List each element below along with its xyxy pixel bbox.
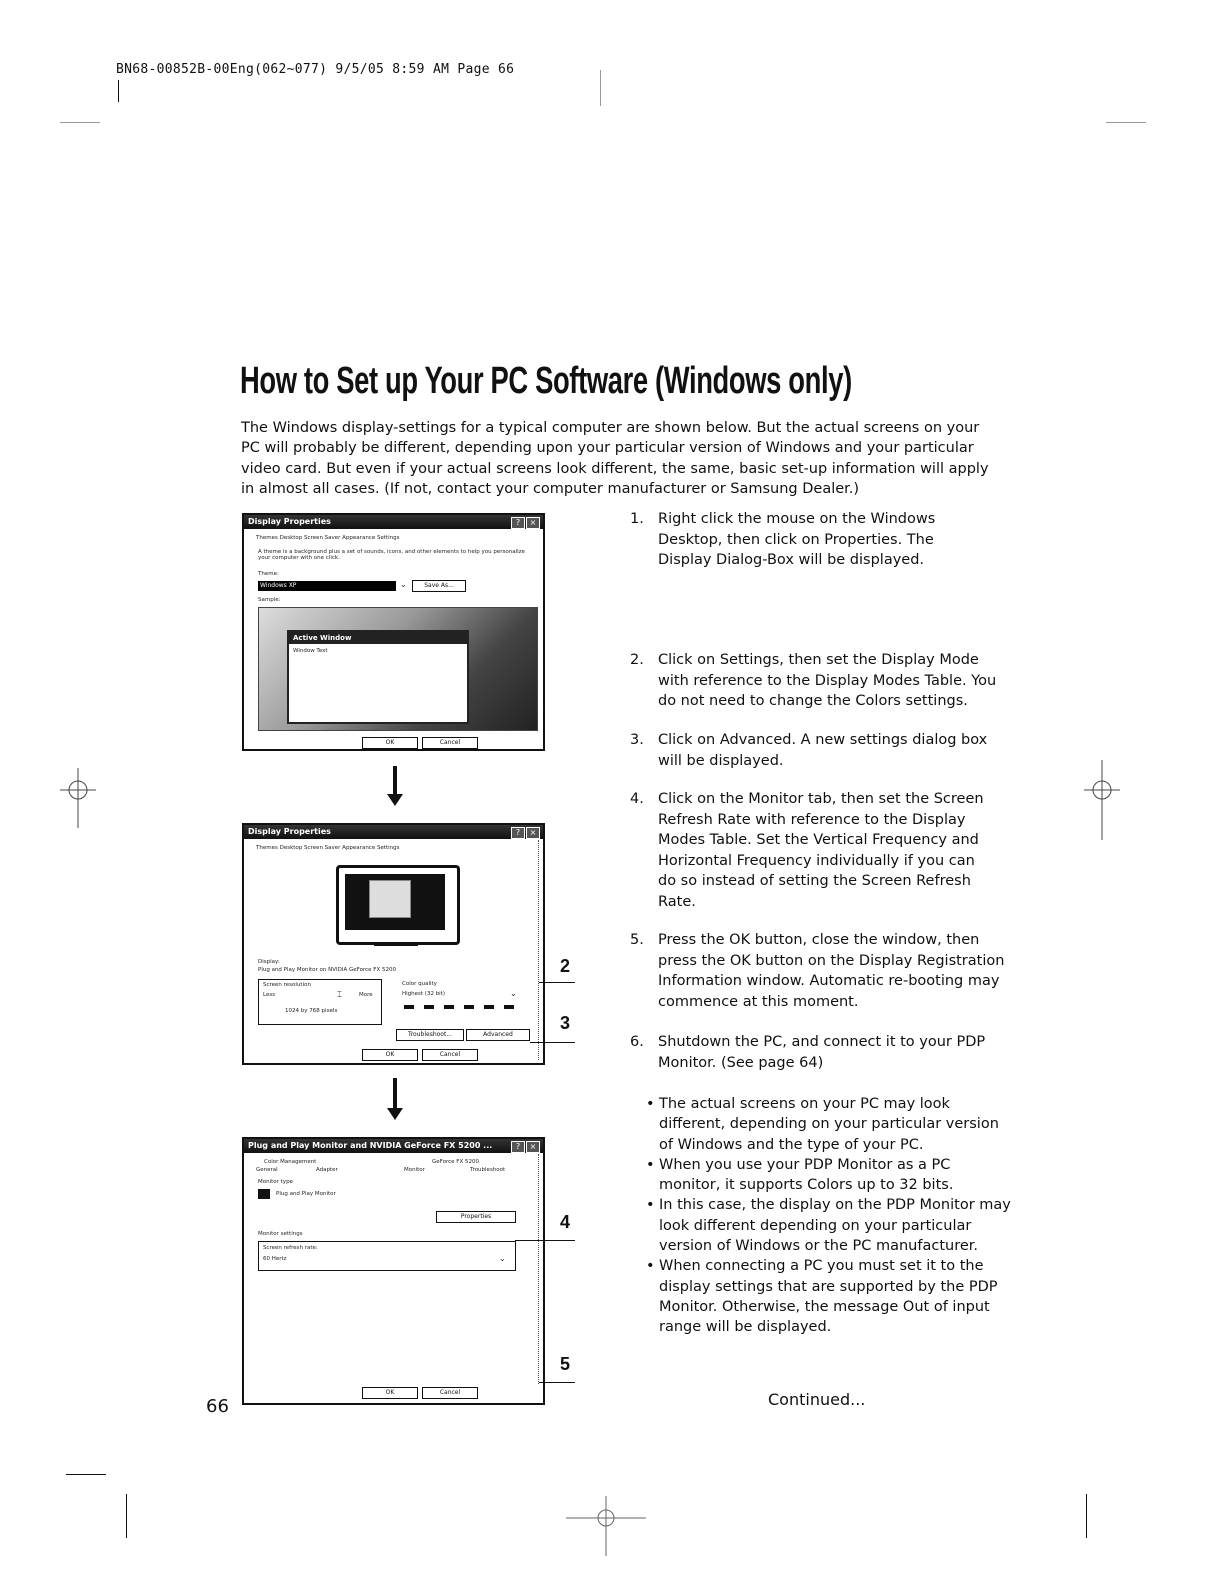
note-text: In this case, the display on the PDP Monitor may look different depending on your particular version of Windows or the PC manufacturer. [659, 1197, 1011, 1255]
note-item: • When connecting a PC you must set it to the display settings that are supported by the PDP Monitor. Otherwise, the message Out of input range will be displayed. [646, 1256, 1011, 1337]
advanced-button[interactable]: Advanced [466, 1029, 530, 1041]
monitor-preview-icon [336, 865, 460, 945]
tab-monitor[interactable]: Monitor [404, 1167, 425, 1173]
sample-label: Sample: [258, 597, 281, 603]
crop-mark [118, 80, 119, 102]
resolution-more: More [359, 992, 373, 998]
chevron-down-icon: ⌄ [510, 989, 517, 998]
ok-button[interactable]: OK [362, 1387, 418, 1399]
step-1 [630, 509, 1010, 571]
callout-line [539, 982, 575, 983]
dialog-title: Display Properties [248, 827, 331, 836]
help-icon[interactable]: ? [511, 827, 525, 839]
notes-list [646, 1094, 1011, 1338]
step-4 [630, 789, 1010, 912]
monitor-stand [374, 943, 418, 946]
theme-select[interactable] [258, 581, 396, 591]
theme-label: Theme: [258, 571, 279, 577]
sample-preview [258, 607, 538, 731]
monitor-settings-label: Monitor settings [258, 1231, 303, 1237]
crop-mark [1086, 1494, 1087, 1538]
step-2 [630, 650, 1010, 712]
note-item: • When you use your PDP Monitor as a PC monitor, it supports Colors up to 32 bits. [646, 1155, 1011, 1196]
color-quality-select[interactable]: Highest (32 bit) [402, 991, 446, 997]
ok-button[interactable]: OK [362, 1049, 418, 1061]
resolution-label: Screen resolution [263, 982, 311, 988]
tab-bar[interactable]: Themes Desktop Screen Saver Appearance Settings [256, 535, 400, 541]
dialog-title-bar [244, 825, 543, 839]
cancel-button[interactable]: Cancel [422, 737, 478, 749]
refresh-rate-label: Screen refresh rate: [263, 1245, 318, 1251]
step-text: Click on Settings, then set the Display Mode with reference to the Display Modes Table. You do not need to change the Colors settings. [658, 652, 997, 709]
display-properties-settings-dialog [242, 823, 545, 1065]
help-icon[interactable]: ? [511, 517, 525, 529]
save-as-button[interactable]: Save As... [412, 580, 466, 592]
print-header: BN68-00852B-00Eng(062~077) 9/5/05 8:59 AM Page 66 [116, 62, 515, 77]
ok-button[interactable]: OK [362, 737, 418, 749]
callout-line [515, 1240, 575, 1241]
step-text: Right click the mouse on the Windows Desktop, then click on Properties. The Display Dialog-Box will be displayed. [658, 511, 936, 568]
close-icon[interactable]: × [526, 827, 540, 839]
refresh-rate-group [258, 1241, 516, 1271]
cancel-button[interactable]: Cancel [422, 1387, 478, 1399]
monitor-type-label: Monitor type [258, 1179, 293, 1185]
dotted-guide [538, 1154, 539, 1384]
crop-mark [600, 70, 601, 106]
step-6 [630, 1032, 1010, 1073]
properties-button[interactable]: Properties [436, 1211, 516, 1223]
page-number: 66 [206, 1396, 229, 1417]
crop-mark [60, 122, 100, 123]
crop-mark [66, 1474, 106, 1475]
step-3 [630, 730, 1010, 771]
color-bar [404, 1005, 514, 1009]
step-number: 5. [630, 932, 644, 948]
note-text: When you use your PDP Monitor as a PC monitor, it supports Colors up to 32 bits. [659, 1156, 954, 1194]
monitor-properties-dialog [242, 1137, 545, 1405]
dialog-title: Plug and Play Monitor and NVIDIA GeForce FX 5200 ... [248, 1141, 493, 1150]
step-number: 3. [630, 732, 644, 748]
chevron-down-icon: ⌄ [400, 580, 407, 589]
tab-gpu[interactable]: GeForce FX 5200 [432, 1159, 479, 1165]
intro-paragraph [241, 418, 1001, 499]
display-value: Plug and Play Monitor on NVIDIA GeForce FX 5200 [258, 967, 396, 973]
theme-select-value: Windows XP [260, 582, 297, 589]
callout-4: 4 [560, 1212, 571, 1232]
note-text: When connecting a PC you must set it to the display settings that are supported by the PDP Monitor. Otherwise, the message Out of input range will be displayed. [659, 1258, 998, 1336]
note-item: • In this case, the display on the PDP Monitor may look different depending on your particular version of Windows or the PC manufacturer. [646, 1195, 1011, 1256]
display-label: Display: [258, 959, 280, 965]
screen-resolution-group [258, 979, 382, 1025]
callout-3: 3 [560, 1013, 571, 1033]
tab-general[interactable]: General [256, 1167, 278, 1173]
crop-mark [1106, 122, 1146, 123]
step-text: Press the OK button, close the window, then press the OK button on the Display Registration Information window. Automatic re-booting may commence at this moment. [658, 932, 1005, 1010]
resolution-value: 1024 by 768 pixels [285, 1008, 338, 1014]
step-number: 2. [630, 652, 644, 668]
step-text: Shutdown the PC, and connect it to your PDP Monitor. (See page 64) [658, 1034, 986, 1071]
registration-mark-bottom [566, 1496, 646, 1552]
help-icon[interactable]: ? [511, 1141, 525, 1153]
dialog-title: Display Properties [248, 517, 331, 526]
tab-troubleshoot[interactable]: Troubleshoot [470, 1167, 506, 1173]
note-item: • The actual screens on your PC may look different, depending on your particular version of Windows and the type of your PC. [646, 1094, 1011, 1155]
sample-window-title-bar [289, 632, 467, 644]
step-text: Click on Advanced. A new settings dialog box will be displayed. [658, 732, 988, 769]
monitor-window [369, 880, 411, 918]
callout-5: 5 [560, 1354, 571, 1374]
theme-description: A theme is a background plus a set of sounds, icons, and other elements to help you personalize your computer with one click. [258, 549, 525, 561]
callout-line [530, 1042, 575, 1043]
dialog-title-bar [244, 515, 543, 529]
active-window-label: Active Window [293, 634, 352, 642]
window-text-label: Window Text [293, 648, 328, 654]
close-icon[interactable]: × [526, 1141, 540, 1153]
step-text: Click on the Monitor tab, then set the Screen Refresh Rate with reference to the Display Modes Table. Set the Vertical Frequency and Horizontal Frequency individually if you can do so instead of setting the Screen Refresh Rate. [658, 791, 984, 910]
tab-color-management[interactable]: Color Management [264, 1159, 317, 1165]
chevron-down-icon: ⌄ [499, 1254, 506, 1263]
step-5 [630, 930, 1010, 1012]
intro-text: The Windows display-settings for a typical computer are shown below. But the actual screens on your PC will probably be different, depending upon your particular version of Windows and your particular video card. But even if your actual screens look different, the same, basic set-up information will apply in almost all cases. (If not, contact your computer manufacturer or Samsung Dealer.) [241, 420, 989, 497]
registration-mark-left [56, 768, 100, 808]
callout-line [539, 1382, 575, 1383]
close-icon[interactable]: × [526, 517, 540, 529]
down-arrow-icon [393, 766, 397, 796]
resolution-less: Less [263, 992, 276, 998]
resolution-slider[interactable]: ⌶ [337, 990, 342, 999]
refresh-rate-select[interactable]: 60 Hertz [263, 1256, 287, 1262]
monitor-name: Plug and Play Monitor [276, 1191, 336, 1197]
troubleshoot-button[interactable]: Troubleshoot... [396, 1029, 464, 1041]
down-arrow-icon [393, 1078, 397, 1110]
monitor-icon [258, 1189, 270, 1199]
tab-bar[interactable]: Themes Desktop Screen Saver Appearance Settings [256, 845, 400, 851]
note-text: The actual screens on your PC may look different, depending on your particular version of Windows and the type of your PC. [659, 1096, 999, 1153]
registration-mark-right [1080, 760, 1124, 820]
cancel-button[interactable]: Cancel [422, 1049, 478, 1061]
page-title: How to Set up Your PC Software (Windows only) [240, 360, 852, 402]
step-number: 6. [630, 1034, 644, 1050]
step-number: 4. [630, 791, 644, 807]
sample-window [287, 630, 469, 724]
dotted-guide [538, 840, 539, 1060]
dialog-title-bar [244, 1139, 543, 1153]
crop-mark [126, 1494, 127, 1538]
color-quality-label: Color quality [402, 981, 437, 987]
step-number: 1. [630, 511, 644, 527]
tab-adapter[interactable]: Adapter [316, 1167, 338, 1173]
callout-2: 2 [560, 956, 571, 976]
continued-label: Continued... [768, 1390, 866, 1409]
display-properties-themes-dialog [242, 513, 545, 751]
